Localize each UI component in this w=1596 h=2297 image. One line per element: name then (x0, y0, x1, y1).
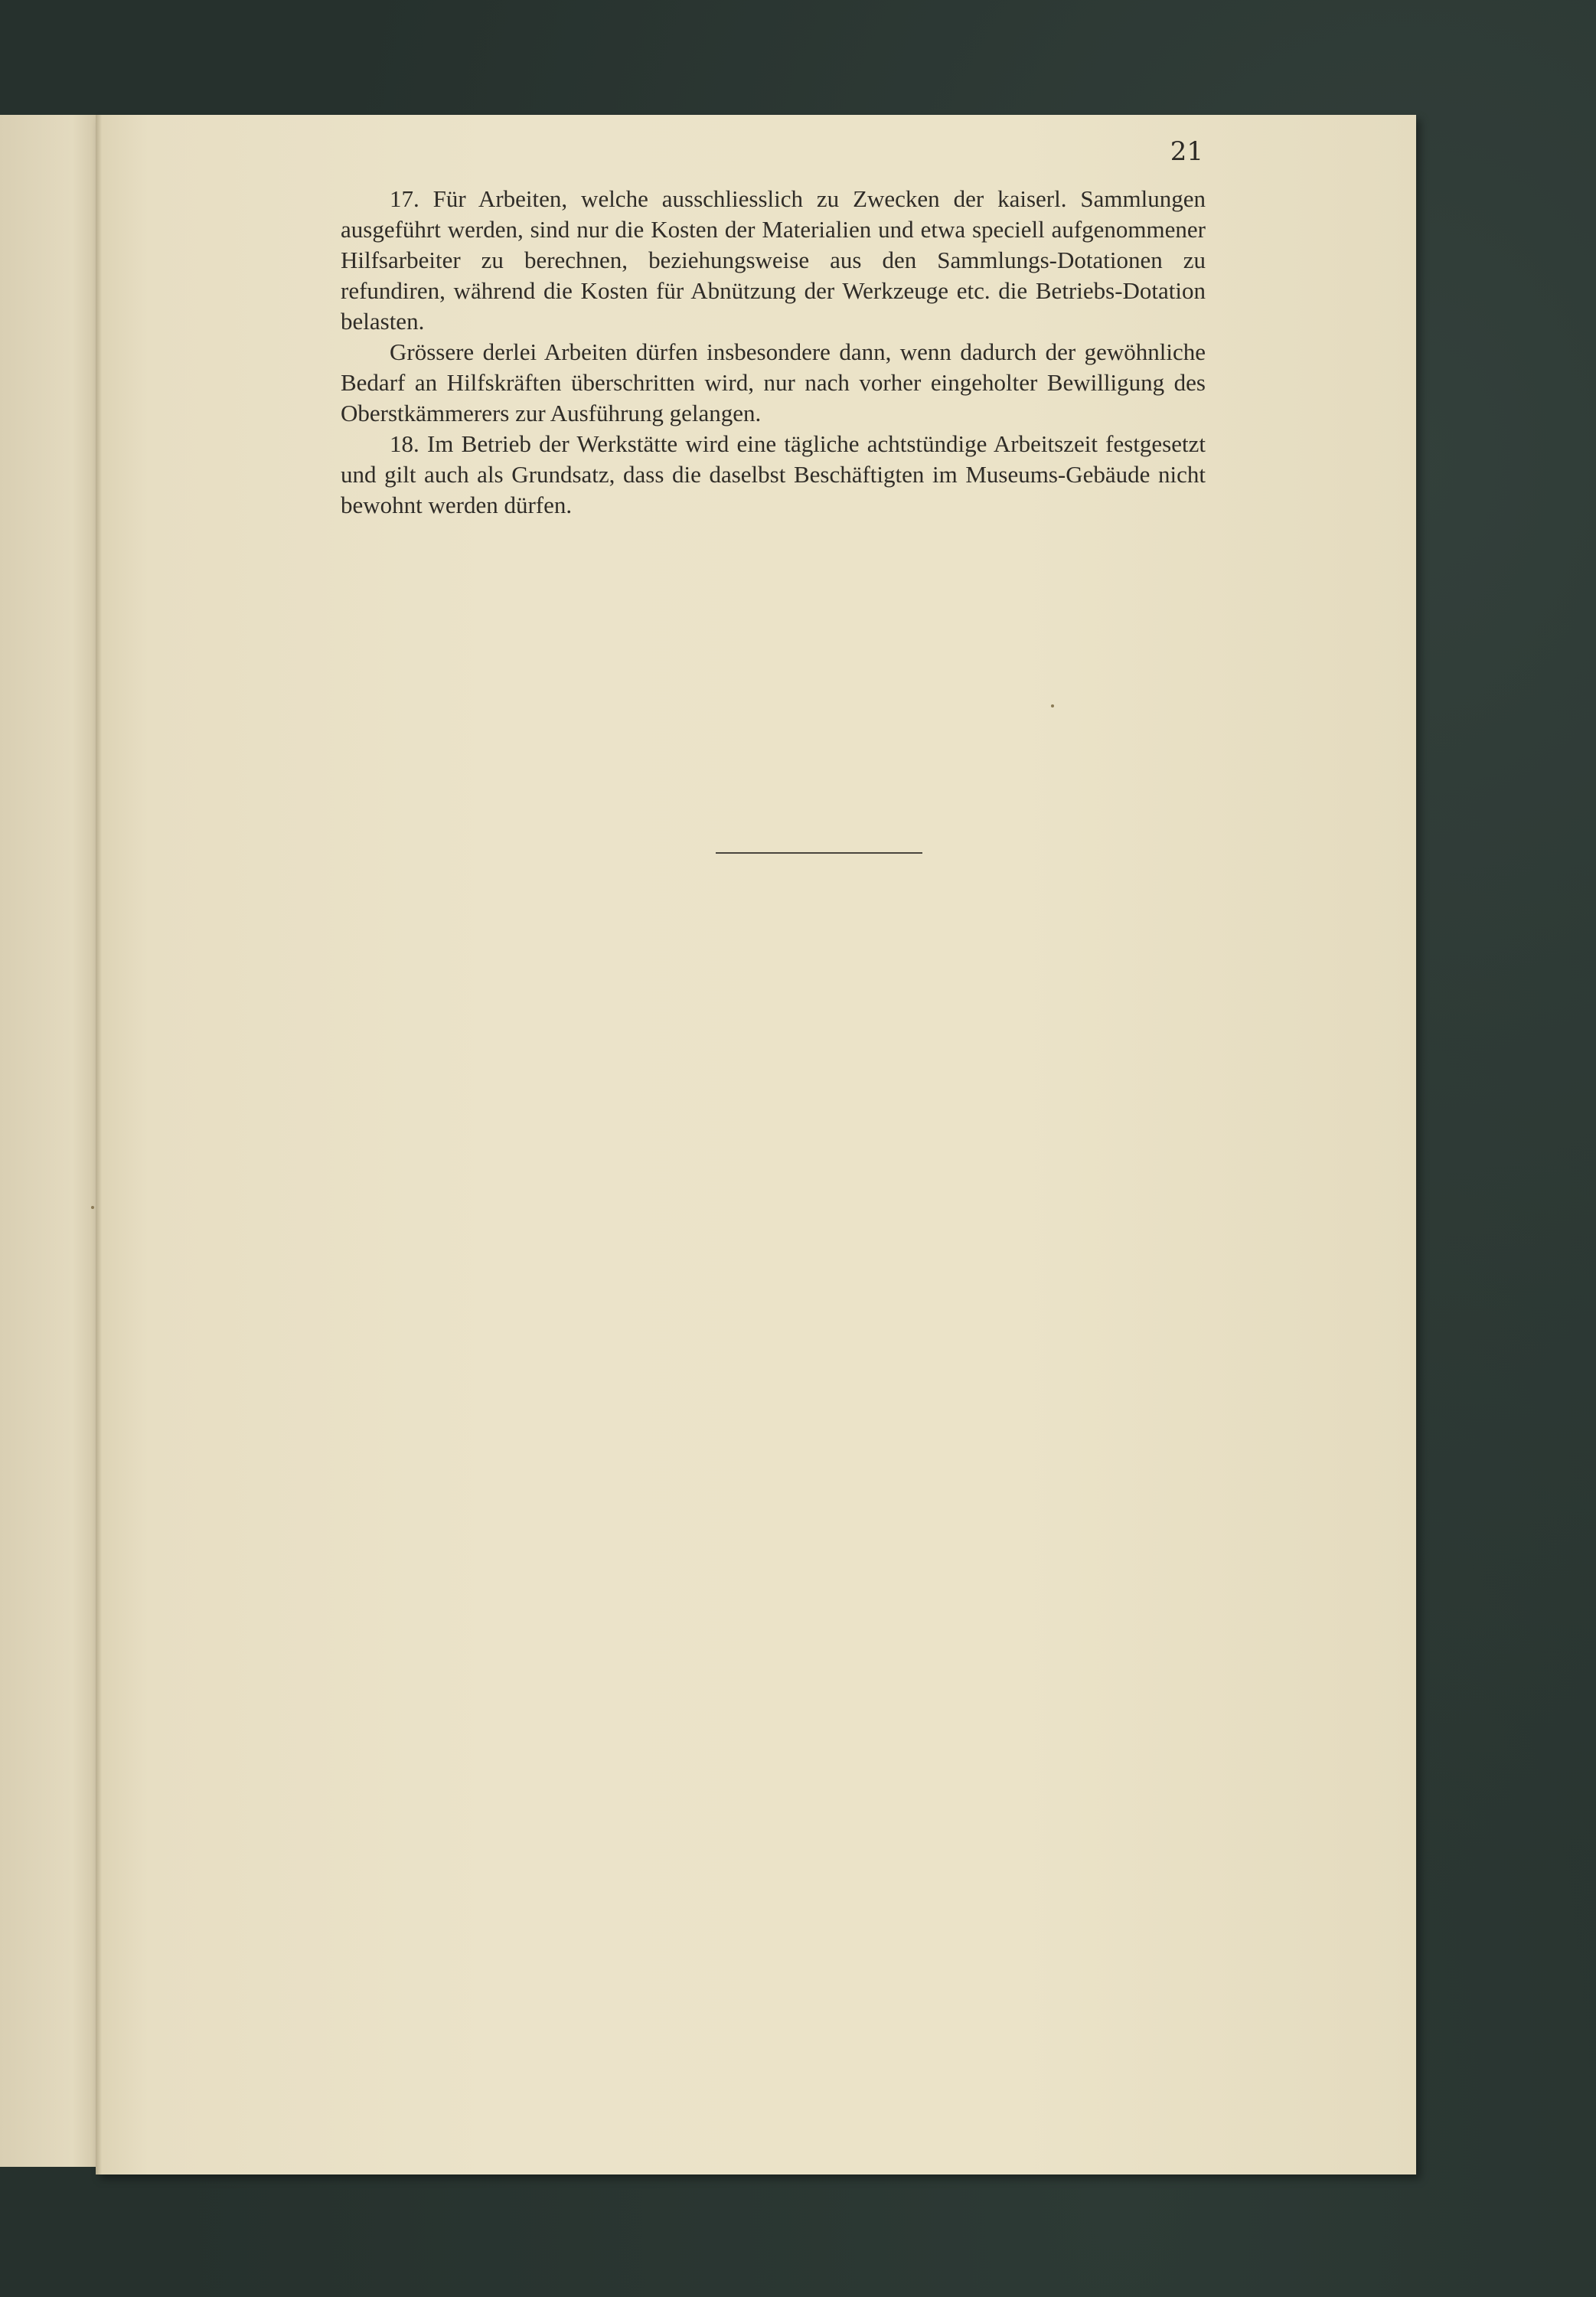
paper-speck (91, 1206, 94, 1209)
page-number: 21 (1170, 136, 1203, 167)
page-gutter (96, 115, 102, 2174)
paper-speck (1051, 704, 1054, 707)
section-end-rule (716, 852, 922, 854)
paragraph-18: 18. Im Betrieb der Werkstätte wird eine tägliche achtstündige Arbeitszeit festgesetzt und gilt auch als Grundsatz, dass die daselbst Beschäftigten im Museums-Gebäude nicht bewohnt werden dürfen. (341, 430, 1206, 518)
body-text (341, 184, 1206, 521)
paragraph-continuation: Grössere derlei Arbeiten dürfen insbesondere dann, wenn dadurch der gewöhnliche Bedarf an Hilfskräften überschritten wird, nur nach vorher eingeholter Bewilligung des Oberstkämmerers zur Ausführung gelangen. (341, 338, 1206, 426)
paragraph-17: 17. Für Arbeiten, welche ausschliesslich zu Zwecken der kaiserl. Sammlungen ausgeführt werden, sind nur die Kosten der Materialien und etwa speciell aufgenommener Hilfsarbeiter zu berechnen, beziehungsweise aus den Sammlungs-Dotationen zu refundiren, während die Kosten für Abnützung der Werkzeuge etc. die Betriebs-Dotation belasten. (341, 185, 1206, 335)
facing-page-edge (0, 115, 103, 2167)
